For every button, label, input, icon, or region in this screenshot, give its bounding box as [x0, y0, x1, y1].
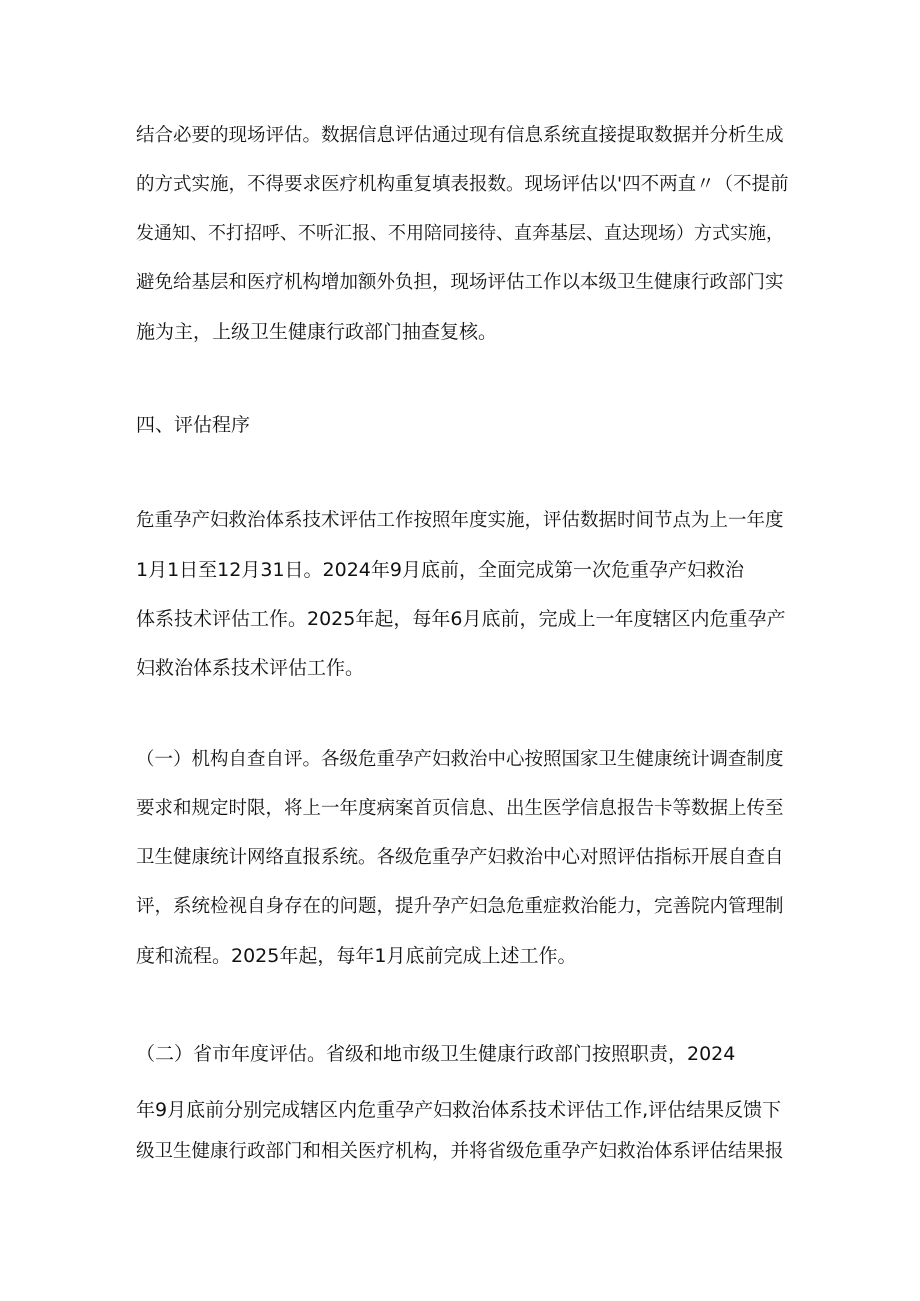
- paragraph-line: 施为主，上级卫生健康行政部门抽查复核。: [136, 321, 498, 343]
- paragraph-line: 1月1日至12月31日。2024年9月底前，全面完成第一次危重孕产妇救治: [136, 559, 744, 581]
- paragraph-line: 危重孕产妇救治体系技术评估工作按照年度实施，评估数据时间节点为上一年度: [136, 510, 784, 531]
- paragraph-line: 评，系统检视自身存在的问题，提升孕产妇急危重症救治能力，完善院内管理制: [136, 896, 784, 917]
- paragraph-line: 要求和规定时限，将上一年度病案首页信息、出生医学信息报告卡等数据上传至: [136, 798, 784, 819]
- paragraph-line: （一）机构自查自评。各级危重孕产妇救治中心按照国家卫生健康统计调查制度: [136, 749, 784, 770]
- paragraph-line: 卫生健康统计网络直报系统。各级危重孕产妇救治中心对照评估指标开展自查自: [136, 847, 784, 868]
- paragraph-line: 年9月底前分别完成辖区内危重孕产妇救治体系技术评估工作,评估结果反馈下: [136, 1099, 782, 1121]
- paragraph-line: 级卫生健康行政部门和相关医疗机构，并将省级危重孕产妇救治体系评估结果报: [136, 1141, 784, 1162]
- paragraph-line: 妇救治体系技术评估工作。: [136, 657, 365, 679]
- paragraph-line: 的方式实施，不得要求医疗机构重复填表报数。现场评估以'四不两直〃（不提前: [136, 174, 789, 195]
- paragraph-line: 结合必要的现场评估。数据信息评估通过现有信息系统直接提取数据并分析生成: [136, 125, 784, 146]
- paragraph-line: 避免给基层和医疗机构增加额外负担，现场评估工作以本级卫生健康行政部门实: [136, 272, 784, 293]
- paragraph-line: 度和流程。2025年起，每年1月底前完成上述工作。: [136, 945, 577, 967]
- paragraph-line: 体系技术评估工作。2025年起，每年6月底前，完成上一年度辖区内危重孕产: [136, 608, 786, 630]
- paragraph-line: 发通知、不打招呼、不听汇报、不用陪同接待、直奔基层、直达现场）方式实施，: [136, 223, 784, 244]
- paragraph-line: （二）省市年度评估。省级和地市级卫生健康行政部门按照职责，2024: [136, 1043, 736, 1065]
- section-heading: 四、评估程序: [136, 414, 251, 436]
